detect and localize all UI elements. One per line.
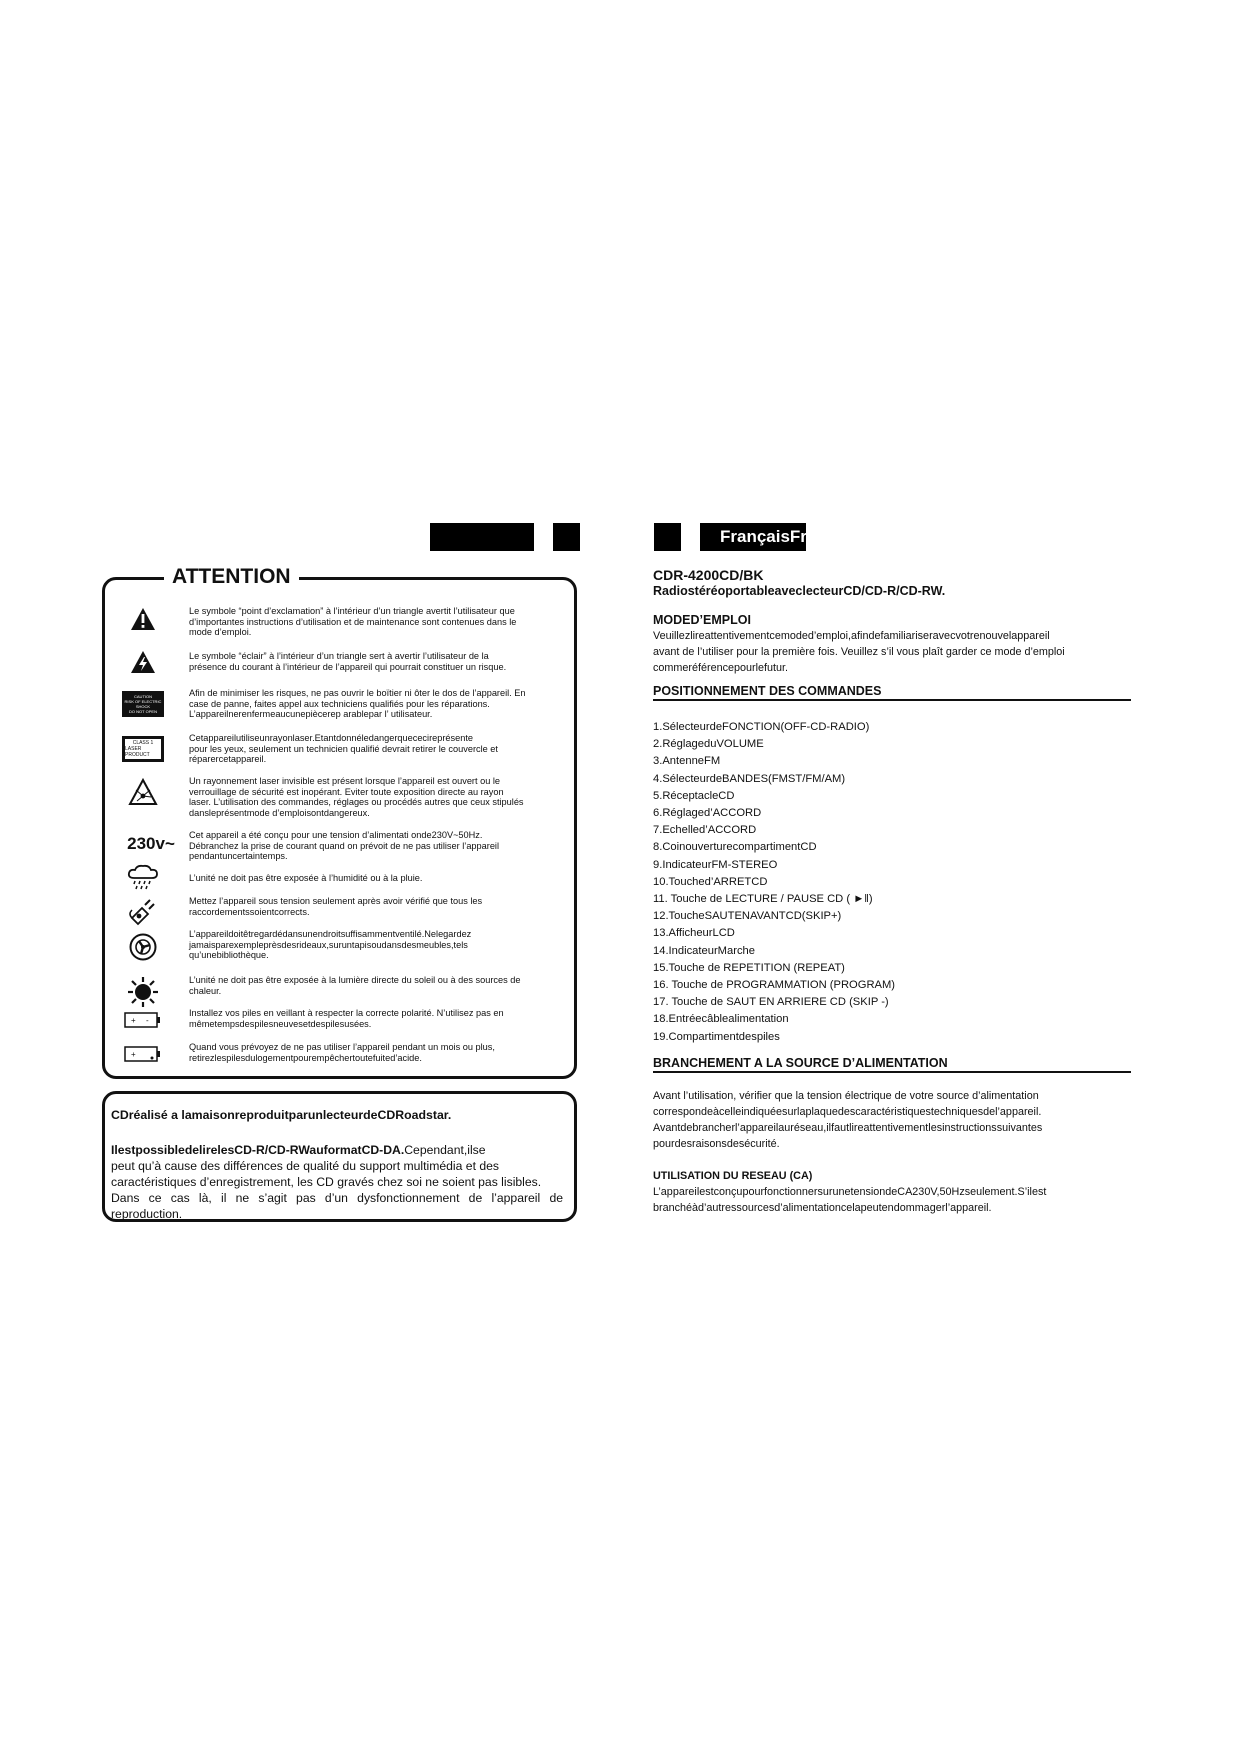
- cd-note-first-line: [111, 1142, 563, 1158]
- warning-text-lightning: [189, 651, 563, 672]
- warning-line: L’appareildoitêtregardédansunendroitsuffisammentventilé.Nelegardez: [189, 929, 472, 939]
- language-tab: FrançaisFra: [700, 523, 806, 551]
- model-number: CDR-4200CD/BK: [653, 567, 764, 583]
- warning-line: raccordementssoientcorrects.: [189, 906, 310, 917]
- list-item: 10.Touched’ARRETCD: [653, 875, 768, 888]
- warning-line: Cetappareilutiliseunrayonlaser.Etantdonnéledangerquececireprésente: [189, 733, 473, 743]
- branchement-line: Avantdebrancherl’appareilauréseau,ilfautlireattentivementlesinstructionssuivantes: [653, 1122, 1043, 1134]
- branchement-text: [653, 1088, 1131, 1152]
- branchement-heading: BRANCHEMENT A LA SOURCE D’ALIMENTATION: [653, 1056, 948, 1070]
- warning-line: Mettez l’appareil sous tension seulement après avoir vérifié que tous les: [189, 896, 483, 906]
- attention-title: ATTENTION: [164, 564, 299, 590]
- class1-laser-label-icon: CLASS 1 LASER PRODUCT: [120, 733, 166, 765]
- warning-line: retirezlespilesdulogementpourempêchertoutefuited’acide.: [189, 1052, 422, 1063]
- commandes-list: [653, 719, 895, 1046]
- commandes-heading: POSITIONNEMENT DES COMMANDES: [653, 684, 882, 698]
- warning-text-voltage: [189, 830, 563, 862]
- list-item: 13.AfficheurLCD: [653, 927, 735, 940]
- product-subtitle: RadiostéréoportableaveclecteurCD/CD-R/CD-RW.: [653, 584, 946, 598]
- list-item: 18.Entréecâblealimentation: [653, 1013, 789, 1026]
- list-item: 1.SélecteurdeFONCTION(OFF-CD-RADIO): [653, 721, 870, 733]
- list-item: 9.IndicateurFM-STEREO: [653, 858, 778, 871]
- warning-line: mode d’emploi.: [189, 627, 252, 638]
- warning-text-plug: [189, 896, 563, 917]
- warning-text-battery-remove: [189, 1042, 563, 1063]
- cd-note-line1-rest: Cependant,ilse: [404, 1143, 486, 1157]
- warning-line: verrouillage de sécurité est inopérant. Eviter toute exposition directe au rayon: [189, 786, 504, 797]
- list-item: 2.RéglageduVOLUME: [653, 738, 764, 751]
- branchement-line: pourdesraisonsdesécurité.: [653, 1138, 780, 1150]
- warning-line: Installez vos piles en veillant à respecter la correcte polarité. N’utilisez pas en: [189, 1008, 504, 1018]
- warning-text-sunlight: [189, 975, 563, 996]
- lightning-triangle-icon: [120, 647, 166, 677]
- voltage-icon: [122, 831, 180, 857]
- list-item: 3.AntenneFM: [653, 755, 721, 768]
- ventilation-icon: [120, 930, 166, 964]
- mode-emploi-heading: MODED’EMPLOI: [653, 613, 751, 627]
- warning-text-battery-polarity: [189, 1008, 563, 1029]
- warning-text-caution: [189, 688, 563, 720]
- warning-line: pour les yeux, seulement un technicien qualifié devrait retirer le couvercle et: [189, 743, 498, 754]
- warning-line: qu’unebibliothèque.: [189, 950, 269, 961]
- list-item: 16. Touche de PROGRAMMATION (PROGRAM): [653, 979, 896, 992]
- list-item: 5.RéceptacleCD: [653, 789, 735, 802]
- warning-text-humidity: [189, 873, 563, 884]
- warning-line: Cet appareil a été conçu pour une tension d’alimentati onde230V~50Hz.: [189, 830, 483, 840]
- list-item: 11. Touche de LECTURE / PAUSE CD ( ►‖): [653, 893, 873, 906]
- warning-line: dansleprésentmode d’emploisontdangereux.: [189, 807, 370, 818]
- warning-line: pendantuncertaintemps.: [189, 851, 288, 862]
- svg-text:+: +: [131, 1016, 136, 1025]
- sun-icon: [120, 974, 166, 1010]
- list-item: 6.Réglaged’ACCORD: [653, 807, 762, 820]
- list-item: 12.ToucheSAUTENAVANTCD(SKIP+): [653, 910, 842, 923]
- warning-line: chaleur.: [189, 985, 222, 996]
- voltage-label: 230v~: [127, 834, 175, 853]
- warning-line: Un rayonnement laser invisible est présent lorsque l’appareil est ouvert ou le: [189, 776, 501, 786]
- header-bar-left: [430, 523, 534, 551]
- cd-note-line: peut qu’à cause des différences de qualité du support multimédia et des: [111, 1159, 499, 1173]
- warning-line: réparercetappareil.: [189, 754, 267, 765]
- warning-line: Quand vous prévoyez de ne pas utiliser l’appareil pendant un mois ou plus,: [189, 1042, 495, 1052]
- reseau-line: branchéàd’autressourcesd’alimentationcelapeutendommagerl’appareil.: [653, 1202, 992, 1214]
- warning-line: présence du courant à l’intérieur de l’appareil qui pourrait constituer un risque.: [189, 661, 507, 672]
- battery-polarity-icon: [120, 1008, 166, 1032]
- list-item: 19.Compartimentdespiles: [653, 1030, 780, 1043]
- branchement-rule: [653, 1071, 1131, 1073]
- plug-icon: [120, 893, 166, 927]
- exclamation-triangle-icon: [120, 601, 166, 637]
- cd-note-body: [111, 1142, 563, 1222]
- mode-emploi-line: commeréférencepourlefutur.: [653, 662, 789, 674]
- cd-note-bold-lead: IlestpossibledelirelesCD-R/CD-RWauformatCD-DA.: [111, 1143, 405, 1157]
- svg-text:+: +: [131, 1050, 136, 1059]
- cd-note-line: Dans ce cas là, il ne s’agit pas d’un dysfonctionnement de l’appareil de reproduction.: [111, 1191, 563, 1221]
- warning-line: Débranchez la prise de courant quand on prévoit de ne pas utiliser l’appareil: [189, 840, 500, 851]
- warning-text-exclamation: [189, 606, 563, 638]
- caution-label-icon: CAUTION RISK OF ELECTRIC SHOCK DO NOT OPEN: [120, 688, 166, 720]
- header-block-left: [553, 523, 580, 551]
- warning-text-ventilation: [189, 929, 563, 961]
- cd-note-title: CDréalisé a lamaisonreproduitparunlecteurdeCDRoadstar.: [111, 1108, 452, 1122]
- mode-emploi-line: Veuillezlireattentivementcemoded’emploi,afindefamiliariseravecvotrenouvelappareil: [653, 630, 1050, 642]
- header-block-right: [654, 523, 681, 551]
- warning-line: Afin de minimiser les risques, ne pas ouvrir le boïtier ni ôter le dos de l’appareil. En: [189, 688, 526, 698]
- list-item: 15.Touche de REPETITION (REPEAT): [653, 961, 845, 974]
- list-item: 4.SélecteurdeBANDES(FMST/FM/AM): [653, 772, 846, 785]
- warning-line: d’importantes instructions d’utilisation et de maintenance sont contenues dans le: [189, 616, 517, 627]
- warning-line: L’unité ne doit pas être exposée à la lumière directe du soleil ou à des sources de: [189, 975, 521, 985]
- warning-line: mêmetempsdespilesneuvesetdespilesusées.: [189, 1018, 372, 1029]
- reseau-line: L’appareilestconçupourfonctionnersurunetensiondeCA230V,50Hzseulement.S’ilest: [653, 1186, 1047, 1198]
- warning-text-laser-radiation: [189, 776, 563, 818]
- svg-text:-: -: [146, 1016, 149, 1025]
- warning-line: laser. L’utilisation des commandes, réglages ou procédés autres que ceux stipulés: [189, 797, 524, 808]
- branchement-line: correspondeàcelleindiquéesurlaplaquedescaractéristiquestechniquesdel’appareil.: [653, 1106, 1042, 1118]
- list-item: 14.IndicateurMarche: [653, 944, 755, 957]
- list-item: 8.CoinouverturecompartimentCD: [653, 841, 817, 854]
- commandes-rule: [653, 699, 1131, 701]
- warning-line: Le symbole “éclair” à l’intérieur d’un triangle sert à avertir l’utilisateur de la: [189, 651, 489, 661]
- list-item: 7.Echelled’ACCORD: [653, 824, 757, 837]
- reseau-text: [653, 1184, 1131, 1216]
- warning-line: jamaisparexempleprèsdesrideaux,suruntapisoudansdesmeubles,tels: [189, 939, 468, 950]
- laser-triangle-icon: [120, 774, 166, 810]
- warning-line: L’appareilnerenfermeaucunepiècerep arablepar l’ utilisateur.: [189, 709, 433, 720]
- battery-remove-icon: [120, 1041, 166, 1067]
- branchement-line: Avant l’utilisation, vérifier que la tension électrique de votre source d’alimentation: [653, 1090, 1039, 1102]
- cd-note-line: caractéristiques d’enregistrement, les CD gravés chez soi ne soient pas lisibles.: [111, 1175, 542, 1189]
- list-item: 17. Touche de SAUT EN ARRIERE CD (SKIP -): [653, 996, 889, 1009]
- mode-emploi-text: [653, 628, 1131, 676]
- mode-emploi-line: avant de l’utiliser pour la première fois. Veuillez s’il vous plaît garder ce mode d’emploi: [653, 646, 1065, 658]
- warning-line: L’unité ne doit pas être exposée à l’humidité ou à la pluie.: [189, 873, 423, 883]
- rain-cloud-icon: [120, 862, 166, 892]
- warning-line: case de panne, faites appel aux techniciens qualifiés pour les réparations.: [189, 698, 490, 709]
- warning-line: Le symbole “point d’exclamation” à l’intérieur d’un triangle avertit l’utilisateur que: [189, 606, 515, 616]
- reseau-heading: UTILISATION DU RESEAU (CA): [653, 1170, 813, 1182]
- warning-text-laser-class: [189, 733, 563, 765]
